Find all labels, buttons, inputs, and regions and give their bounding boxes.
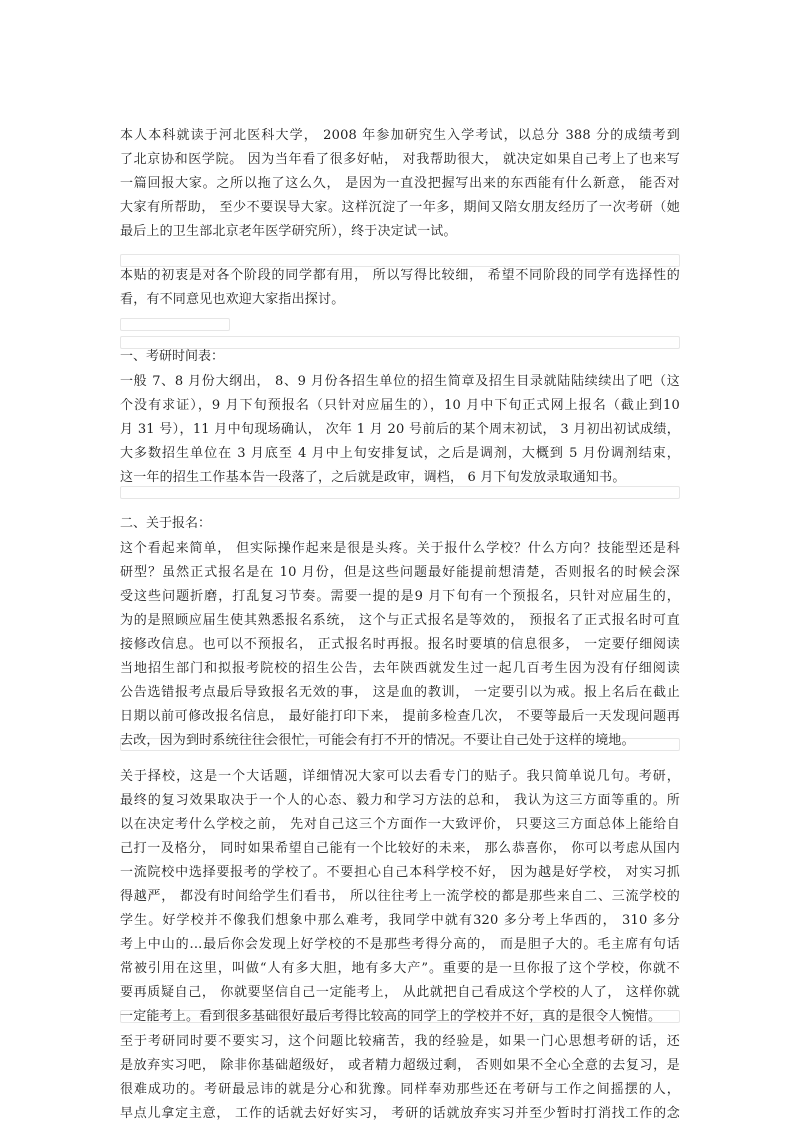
text-line: 个没有求证），9 月下旬预报名（只针对应届生的），10 月中下旬正式网上报名（截止到10 [120,398,680,413]
text-line: 以在决定考什么学校之前， 先对自己这三个方面作一大致评价， 只要这三方面总体上能给自 [120,817,680,832]
layout-guide [120,318,230,331]
text-line: 早点儿拿定主意， 工作的话就去好好实习， 考研的话就放弃实习并至少暂时打消找工作的念 [120,1106,680,1121]
text-line: 去改，因为到时系统往往会很忙，可能会有打不开的情况。不要让自己处于这样的境地。 [120,733,635,748]
text-line: 很难成功的。考研最忌讳的就是分心和犹豫。同样奉劝那些还在考研与工作之间摇摆的人， [120,1082,680,1097]
text-line: 看，有不同意见也欢迎大家指出探讨。 [120,292,345,307]
text-line: 己打一及格分， 同时如果希望自己能有一个比较好的未来， 那么恭喜你， 你可以考虑从国内 [120,841,680,856]
text-line: 接修改信息。也可以不预报名， 正式报名时再报。报名时要填的信息很多， 一定要仔细阅读 [120,637,680,652]
text-line: 得越严， 都没有时间给学生们看书， 所以往往考上一流学校的都是那些来自二、三流学校的 [120,889,680,904]
text-line: 至于考研同时要不要实习，这个问题比较痛苦，我的经验是，如果一门心思想考研的话，还 [120,1034,680,1049]
text-line: 本贴的初衷是对各个阶段的同学都有用， 所以写得比较细， 希望不同阶段的同学有选择性的 [120,268,680,283]
text-line: 日期以前可修改报名信息， 最好能打印下来， 提前多检查几次， 不要等最后一天发现问题再 [120,709,680,724]
section-heading-registration: 二、关于报名： [120,516,212,531]
text-line: 一流院校中选择要报考的学校了。不要担心自己本科学校不好， 因为越是好学校， 对实习抓 [120,865,680,880]
purpose-paragraph [120,264,680,312]
text-line: 了北京协和医学院。 因为当年看了很多好帖， 对我帮助很大， 就决定如果自己考上了也来写 [120,152,680,167]
text-line: 一般 7、8 月份大纲出， 8、9 月份各招生单位的招生简章及招生目录就陆陆续续出了吧（这 [120,374,680,389]
text-line: 月 31 号），11 月中旬现场确认， 次年 1 月 20 号前后的某个周末初试， 3 月初出初试成绩， [120,422,680,437]
text-line: 要再质疑自己， 你就要坚信自己一定能考上， 从此就把自己看成这个学校的人了， 这样你就 [120,985,680,1000]
registration-paragraph [120,537,680,753]
school-choice-paragraph [120,765,680,1029]
text-line: 最后上的卫生部北京老年医学研究所），终于决定试一试。 [120,224,457,239]
section-heading-timeline: 一、考研时间表： [120,349,225,364]
text-line: 常被引用在这里，叫做“人有多大胆，地有多大产”。重要的是一旦你报了这个学校，你就不 [120,961,680,976]
text-line: 考上中山的...最后你会发现上好学校的不是那些考得分高的， 而是胆子大的。毛主席有句话 [120,937,680,952]
text-line: 这个看起来简单， 但实际操作起来是很是头疼。关于报什么学校？什么方向？技能型还是科 [120,541,680,556]
text-line: 是放弃实习吧， 除非你基础超级好， 或者精力超级过剩， 否则如果不全心全意的去复习，是 [120,1058,680,1073]
text-line: 学生。好学校并不像我们想象中那么难考，我同学中就有320 多分考上华西的， 310 多分 [120,913,680,928]
text-line: 一定能考上。看到很多基础很好最后考得比较高的同学上的学校并不好，真的是很令人惋惜。 [120,1009,662,1024]
text-line: 公告选错报考点最后导致报名无效的事， 这是血的教训， 一定要引以为戒。报上名后在截止 [120,685,680,700]
text-line: 本人本科就读于河北医科大学， 2008 年参加研究生入学考试，以总分 388 分的成绩考到 [120,128,680,143]
text-line: 这一年的招生工作基本告一段落了，之后就是政审，调档， 6 月下旬发放录取通知书。 [120,470,626,485]
timeline-paragraph [120,370,680,490]
text-line: 当地招生部门和拟报考院校的招生公告，去年陕西就发生过一起几百考生因为没有仔细阅读 [120,661,680,676]
text-line: 关于择校，这是一个大话题，详细情况大家可以去看专门的贴子。我只简单说几句。考研， [120,769,680,784]
text-line: 一篇回报大家。之所以拖了这么久， 是因为一直没把握写出来的东西能有什么新意， 能否对 [120,176,680,191]
text-line: 最终的复习效果取决于一个人的心态、毅力和学习方法的总和， 我认为这三方面等重的。所 [120,793,680,808]
text-line: 为的是照顾应届生使其熟悉报名系统， 这个与正式报名是等效的， 预报名了正式报名时可直 [120,613,680,628]
internship-paragraph [120,1030,680,1126]
text-line: 研型？虽然正式报名是在 10 月份，但是这些问题最好能提前想清楚，否则报名的时候会深 [120,565,680,580]
intro-paragraph [120,124,680,244]
text-line: 受这些问题折磨，打乱复习节奏。需要一提的是9 月下旬有一个预报名，只针对应届生的， [120,589,680,604]
text-line: 大多数招生单位在 3 月底至 4 月中上旬安排复试，之后是调剂，大概到 5 月份调剂结束， [120,446,680,461]
text-line: 大家有所帮助， 至少不要误导大家。这样沉淀了一年多，期间又陪女朋友经历了一次考研（她 [120,200,680,215]
